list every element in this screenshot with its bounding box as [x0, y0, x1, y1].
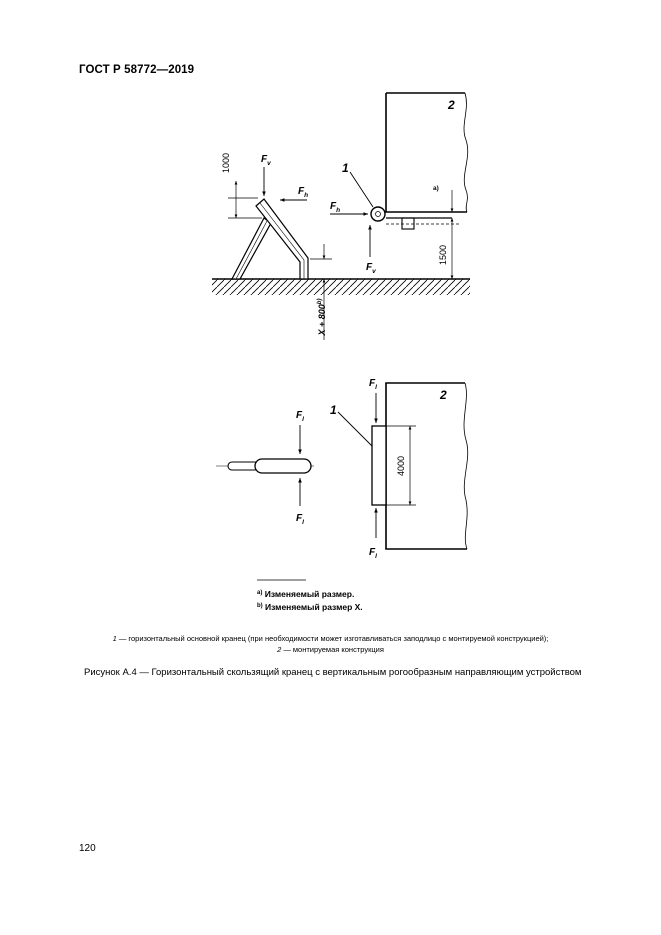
dimension-x-800-label: $X + 800^{b)}$ [317, 298, 327, 336]
break-line-bottom [464, 383, 468, 549]
leader-1-top [350, 172, 373, 207]
dimension-1500 [386, 190, 460, 279]
label-2-bottom: 2 [440, 388, 447, 402]
force-fl-bottom-right-label: $F_l$ [369, 547, 377, 560]
fender-front-view [372, 426, 386, 505]
horn-guide-top-view [216, 459, 314, 473]
label-1-bottom: 1 [330, 403, 337, 417]
break-line [464, 93, 468, 212]
label-1-top: 1 [342, 161, 349, 175]
label-2-top: 2 [448, 98, 455, 112]
figure-top [212, 93, 470, 340]
dimension-1000 [228, 181, 262, 218]
legend-item-2: 2 — монтируемая конструкция [277, 645, 384, 654]
force-fl-top-right-label: $F_l$ [369, 378, 377, 391]
force-fl-bottom-left-label: $F_l$ [296, 513, 304, 526]
force-fh-right-label: $F_h$ [330, 201, 341, 214]
legend-item-1: 1 — горизонтальный основной кранец (при необходимости может изготавливаться заподлицо с монтируемой конструкцией); [112, 634, 549, 643]
force-fh-left-label: $F_h$ [298, 186, 309, 199]
ground-line [212, 279, 470, 297]
dimension-1000-label: 1000 [221, 152, 231, 174]
dimension-1500-label: 1500 [438, 244, 448, 266]
force-fv-top-label: $F_v$ [261, 154, 271, 167]
force-fl-top-left-label: $F_l$ [296, 410, 304, 423]
dimension-4000-label: 4000 [396, 455, 406, 477]
note-a-marker: a) [433, 185, 439, 192]
footnote-b: $^{b)}$ Изменяемый размер X. [257, 602, 363, 612]
figure-caption: Рисунок А.4 — Горизонтальный скользящий кранец с вертикальным рогообразным направляющим устройством [84, 667, 582, 678]
fender-side-view [371, 207, 385, 221]
figure-footnotes [257, 587, 363, 613]
document-header: ГОСТ Р 58772—2019 [79, 64, 195, 76]
leader-1-bottom [338, 412, 372, 446]
force-fv-bottom-label: $F_v$ [366, 262, 376, 275]
figure-bottom [216, 378, 468, 560]
footnote-a: $^{a)}$ Изменяемый размер. [257, 589, 355, 599]
horn-guide-side-view [232, 199, 308, 279]
structure-2-top [386, 93, 468, 229]
page-number: 120 [79, 843, 96, 854]
